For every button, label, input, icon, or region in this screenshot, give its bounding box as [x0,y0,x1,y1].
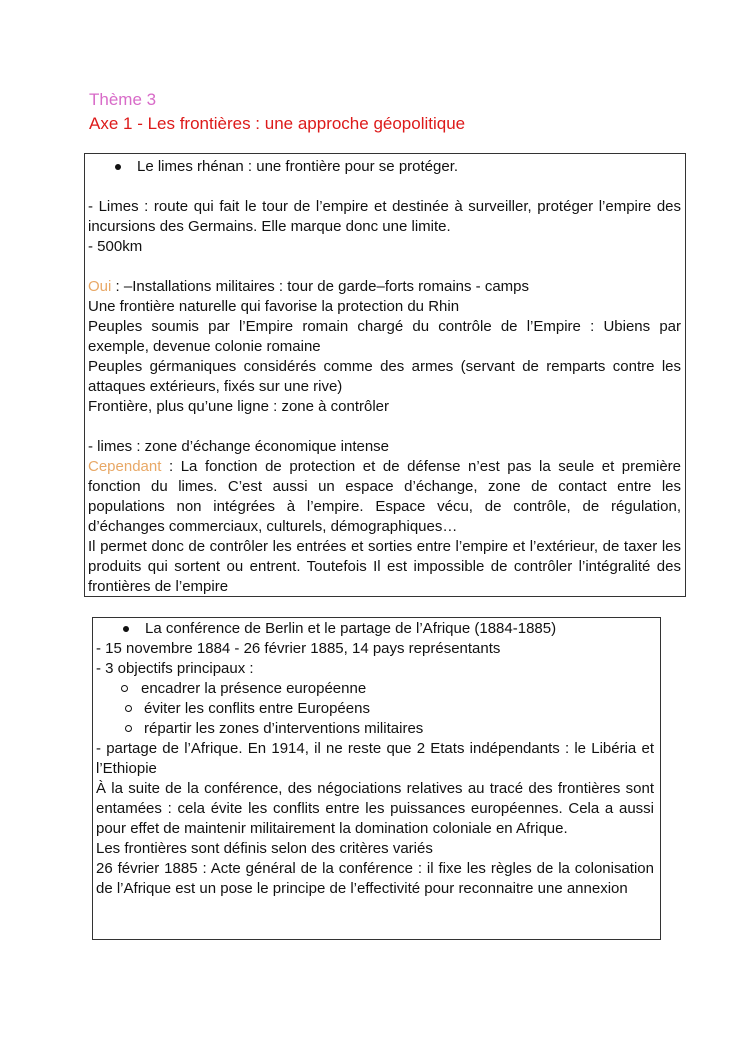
germaniques-line: Peuples gérmaniques considérés comme des armes (servant de remparts contre les attaques extérieurs, fixés sur une rive) [88,358,681,395]
circle-bullet-icon [125,705,132,712]
limes-bullet-text: Le limes rhénan : une frontière pour se protéger. [137,158,459,175]
limes-distance: - 500km [88,238,143,255]
suite-paragraph: À la suite de la conférence, des négociations relatives au tracé des frontières sont entamées : cela évite les conflits entre les puissances européennes. Cela a aussi pour effet de maintenir militairement la domination coloniale en Afrique. [96,780,654,837]
frontiere-line: Frontière, plus qu’une ligne : zone à contrôler [88,398,390,415]
circle-bullet-icon [125,725,132,732]
limes-definition: - Limes : route qui fait le tour de l’empire et destinée à surveiller, protéger l’empire des incursions des Germains. Elle marque donc une limite. [88,198,681,235]
objectif-item-text: répartir les zones d’interventions militaires [144,720,424,737]
theme-heading: Thème 3 [89,90,157,109]
peuples-line: Peuples soumis par l’Empire romain chargé du contrôle de l’Empire : Ubiens par exemple, devenue colonie romaine [88,318,681,355]
limes-bullet [88,157,681,177]
partage-paragraph: - partage de l’Afrique. En 1914, il ne reste que 2 Etats indépendants : le Libéria et l’Ethiopie [96,740,654,777]
acte-paragraph: 26 février 1885 : Acte général de la conférence : il fixe les règles de la colonisation de l’Afrique est un pose le principe de l’effectivité pour reconnaitre une annexion [96,860,654,897]
axe-heading: Axe 1 - Les frontières : une approche géopolitique [89,114,466,133]
cependant-paragraph [88,457,681,537]
objectif-item [96,699,654,719]
oui-text: : –Installations militaires : tour de garde–forts romains - camps [111,278,530,295]
objectif-item-text: encadrer la présence européenne [141,680,367,697]
rhin-line: Une frontière naturelle qui favorise la protection du Rhin [88,298,460,315]
cependant-label: Cependant [88,458,162,475]
objectif-item [96,679,654,699]
conclusion-paragraph: Il permet donc de contrôler les entrées et sorties entre l’empire et l’extérieur, de taxer les produits qui sortent ou entrent. Toutefois Il est impossible de contrôler l’intégralité des frontières de l’empire [88,538,681,595]
berlin-bullet-text: La conférence de Berlin et le partage de l’Afrique (1884-1885) [145,620,557,637]
oui-label: Oui [88,278,112,295]
limes-section-box [84,153,686,597]
objectif-item [96,719,654,739]
berlin-objectifs: - 3 objectifs principaux : [96,660,254,677]
echange-line: - limes : zone d’échange économique intense [88,438,390,455]
criteres-line: Les frontières sont définis selon des critères variés [96,840,433,857]
berlin-dates: - 15 novembre 1884 - 26 février 1885, 14 pays représentants [96,640,501,657]
bullet-icon [115,164,121,170]
oui-line [88,277,681,297]
cependant-text: : La fonction de protection et de défense n’est pas la seule et première fonction du limes. C’est aussi un espace d’échange, zone de contact entre les populations non intégrées à l’empire. Espace vécu, de contrôle, de régulation, d’échanges commerciaux, culturels, démographiques… [88,458,681,535]
berlin-bullet [96,619,654,639]
bullet-icon [123,626,129,632]
objectif-item-text: éviter les conflits entre Européens [144,700,370,717]
berlin-section-box [92,617,661,940]
circle-bullet-icon [121,685,128,692]
